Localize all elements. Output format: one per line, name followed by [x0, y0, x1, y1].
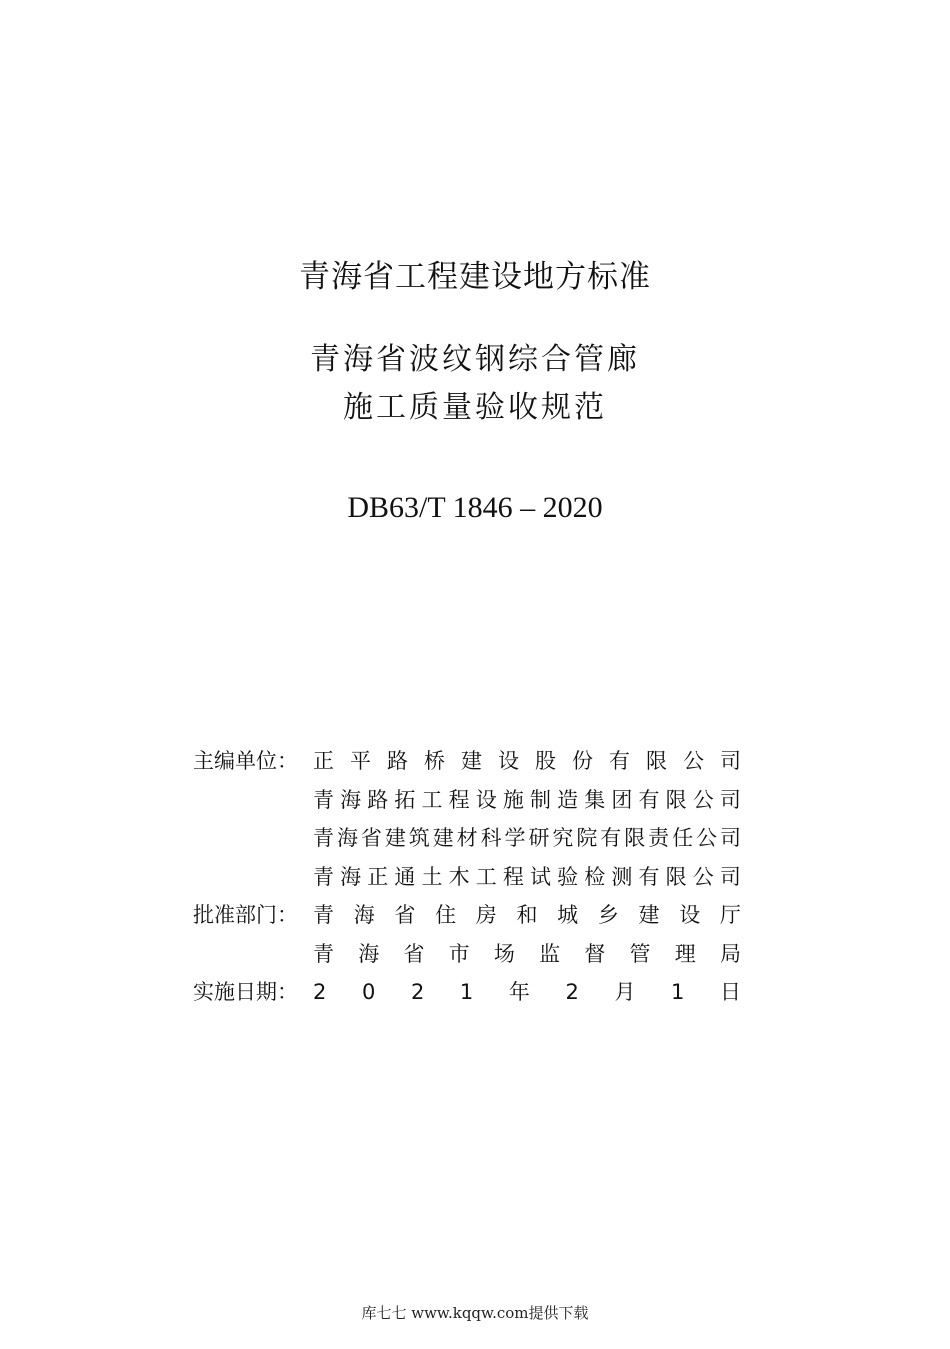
info-char: 省 — [360, 826, 382, 850]
download-source-footer: 库七七 www.kqqw.com提供下载 — [361, 1304, 589, 1322]
info-char: 科 — [480, 826, 502, 850]
approver-name — [313, 896, 741, 934]
document-title-line-2: 施工质量验收规范 — [343, 390, 607, 425]
info-char: 正 — [313, 749, 334, 773]
editor-name — [313, 742, 741, 780]
info-char: 究 — [552, 826, 574, 850]
info-char: 和 — [516, 903, 538, 927]
editor-name — [313, 781, 741, 819]
info-char: 工 — [475, 864, 497, 889]
info-char: 路 — [367, 787, 389, 812]
info-char: 住 — [435, 903, 457, 927]
info-char: 青 — [313, 787, 334, 812]
info-char: 建 — [461, 749, 482, 773]
info-char: 院 — [576, 826, 598, 850]
info-char: 股 — [535, 749, 556, 773]
info-char: 研 — [528, 826, 550, 850]
date-row — [193, 973, 753, 1012]
date-token: 2 — [565, 980, 579, 1004]
info-char: 材 — [456, 826, 478, 850]
info-char: 份 — [572, 749, 593, 773]
info-char: 监 — [539, 941, 561, 966]
date-token: 年 — [508, 980, 530, 1004]
info-char: 程 — [502, 864, 524, 889]
info-char: 施 — [502, 787, 524, 812]
info-char: 青 — [313, 941, 334, 966]
info-char: 局 — [719, 941, 741, 966]
info-char: 海 — [358, 941, 380, 966]
info-char: 桥 — [424, 749, 445, 773]
info-char: 有 — [609, 749, 630, 773]
info-char: 有 — [638, 864, 660, 889]
approver-name — [313, 935, 741, 973]
info-char: 检 — [584, 864, 606, 889]
info-char: 场 — [493, 941, 515, 966]
info-char: 验 — [557, 864, 579, 889]
info-char: 木 — [448, 864, 470, 889]
implementation-date — [313, 973, 741, 1011]
info-char: 司 — [719, 787, 741, 812]
info-char: 拓 — [394, 787, 416, 812]
info-char: 建 — [432, 826, 454, 850]
editor-name — [313, 858, 741, 896]
editor-row-3 — [193, 819, 753, 858]
info-char: 正 — [367, 864, 389, 889]
date-token: 2 — [410, 980, 425, 1004]
info-char: 路 — [387, 749, 408, 773]
info-char: 土 — [421, 864, 443, 889]
info-char: 青 — [313, 864, 334, 889]
info-char: 设 — [475, 787, 497, 812]
standard-category-heading: 青海省工程建设地方标准 — [299, 259, 651, 295]
info-char: 海 — [353, 903, 375, 927]
date-token: 0 — [361, 980, 376, 1004]
info-char: 青 — [313, 826, 334, 850]
info-char: 设 — [498, 749, 519, 773]
editor-row-2 — [193, 781, 753, 820]
info-char: 试 — [530, 864, 551, 889]
info-char: 督 — [584, 941, 606, 966]
info-char: 工 — [421, 787, 443, 812]
info-char: 市 — [448, 941, 470, 966]
approver-label: 批准部门： — [193, 903, 298, 927]
info-char: 任 — [672, 826, 694, 850]
info-char: 海 — [340, 864, 362, 889]
info-char: 团 — [611, 787, 633, 812]
info-char: 学 — [504, 826, 526, 850]
editor-row-4 — [193, 858, 753, 897]
info-char: 集 — [584, 787, 606, 812]
date-token: 2 — [313, 980, 327, 1004]
info-char: 公 — [692, 787, 714, 812]
info-char: 限 — [646, 749, 667, 773]
info-char: 房 — [475, 903, 497, 927]
info-char: 限 — [665, 864, 687, 889]
info-char: 责 — [648, 826, 670, 850]
info-char: 筑 — [408, 826, 430, 850]
info-char: 司 — [719, 826, 741, 850]
approver-row-2 — [193, 935, 753, 974]
info-char: 平 — [350, 749, 371, 773]
info-char: 通 — [394, 864, 416, 889]
info-char: 司 — [720, 749, 741, 773]
info-char: 青 — [313, 903, 334, 927]
info-char: 限 — [665, 787, 687, 812]
document-title-line-1: 青海省波纹钢综合管廊 — [310, 342, 640, 377]
info-char: 公 — [692, 864, 714, 889]
info-char: 造 — [557, 787, 579, 812]
info-char: 建 — [384, 826, 406, 850]
info-char: 理 — [674, 941, 696, 966]
info-char: 城 — [557, 903, 579, 927]
editor-row-1 — [193, 742, 753, 781]
info-char: 限 — [624, 826, 646, 850]
info-char: 省 — [403, 941, 425, 966]
date-token: 1 — [671, 980, 685, 1004]
approver-row-1 — [193, 896, 753, 935]
info-char: 厅 — [719, 903, 741, 927]
info-char: 有 — [638, 787, 660, 812]
info-char: 建 — [638, 903, 660, 927]
info-char: 管 — [629, 941, 651, 966]
info-char: 公 — [683, 749, 704, 773]
info-char: 设 — [679, 903, 701, 927]
info-char: 制 — [530, 787, 551, 812]
standard-code: DB63/T 1846 – 2020 — [347, 491, 603, 524]
info-char: 公 — [696, 826, 717, 850]
editor-name — [313, 819, 741, 857]
info-char: 程 — [448, 787, 470, 812]
info-char: 海 — [340, 787, 362, 812]
date-label: 实施日期： — [193, 980, 298, 1004]
date-token: 月 — [614, 980, 636, 1004]
info-char: 有 — [600, 826, 622, 850]
date-token: 日 — [720, 980, 741, 1004]
info-char: 乡 — [597, 903, 619, 927]
info-char: 测 — [611, 864, 633, 889]
info-char: 海 — [336, 826, 358, 850]
info-char: 省 — [394, 903, 416, 927]
date-token: 1 — [459, 980, 474, 1004]
publication-info — [193, 742, 753, 1012]
editor-label: 主编单位： — [193, 749, 298, 773]
info-char: 司 — [719, 864, 741, 889]
